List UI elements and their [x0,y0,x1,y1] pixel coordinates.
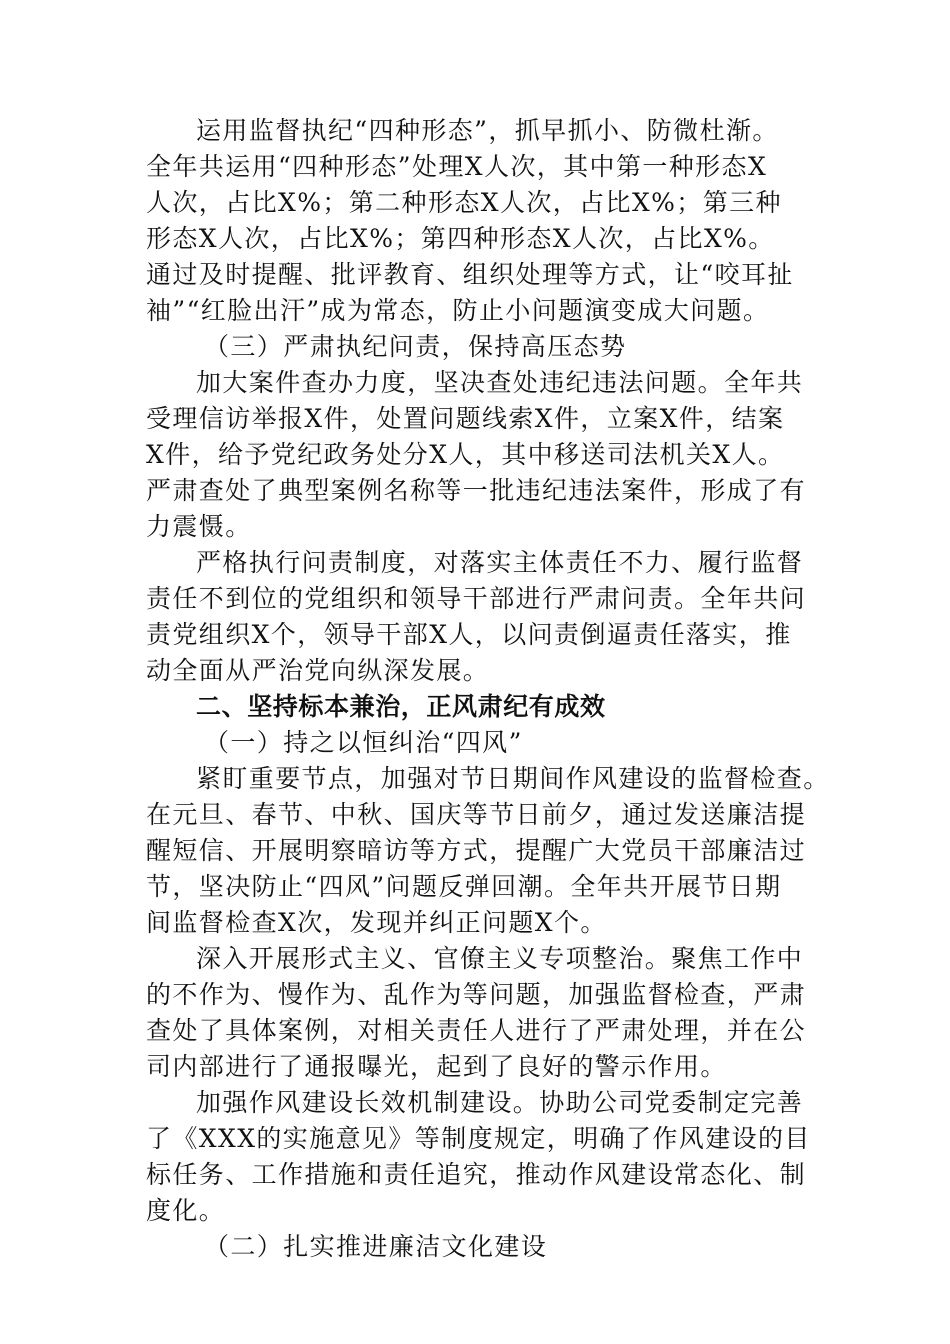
text-line: 节，坚决防止“四风”问题反弹回潮。全年共开展节日期 [146,872,782,901]
text-line: 受理信访举报X件，处置问题线索X件，立案X件，结案 [146,404,785,433]
subheading-text: （一）持之以恒纠治“四风” [204,728,523,757]
text-line: 严肃查处了典型案例名称等一批违纪违法案件，形成了有 [146,476,807,505]
text-line: 人次，占比X%；第二种形态X人次，占比X%；第三种 [146,188,782,217]
text-line: 标任务、工作措施和责任追究，推动作风建设常态化、制 [146,1160,807,1189]
text-line: 查处了具体案例，对相关责任人进行了严肃处理，并在公 [146,1016,807,1045]
subheading-strict-discipline [146,329,818,365]
text-line: 责任不到位的党组织和领导干部进行严肃问责。全年共问 [146,584,807,613]
text-line: 严格执行问责制度，对落实主体责任不力、履行监督 [196,548,804,577]
text-line: 动全面从严治党向纵深发展。 [146,656,490,685]
heading-section-two [146,689,818,725]
text-line: 在元旦、春节、中秋、国庆等节日前夕，通过发送廉洁提 [146,800,807,829]
subheading-text: （三）严肃执纪问责，保持高压态势 [204,332,627,361]
text-line: 加强作风建设长效机制建设。协助公司党委制定完善 [196,1088,804,1117]
heading-text: 二、坚持标本兼治，正风肃纪有成效 [196,692,606,721]
text-line: 加大案件查办力度，坚决查处违纪违法问题。全年共 [196,368,804,397]
text-line: 度化。 [146,1196,226,1225]
text-line: 全年共运用“四种形态”处理X人次，其中第一种形态X [146,152,768,181]
text-line: 袖”“红脸出汗”成为常态，防止小问题演变成大问题。 [146,296,770,325]
paragraph-formalism-rectification [146,941,818,1085]
text-line: 了《XXX的实施意见》等制度规定，明确了作风建设的目 [146,1124,811,1153]
paragraph-accountability [146,545,818,689]
text-line: 间监督检查X次，发现并纠正问题X个。 [146,908,607,937]
subheading-integrity-culture [146,1229,818,1265]
text-line: 紧盯重要节点，加强对节日期间作风建设的监督检查。 [196,764,830,793]
subheading-text: （二）扎实推进廉洁文化建设 [204,1232,548,1261]
text-line: X件，给予党纪政务处分X人，其中移送司法机关X人。 [146,440,785,469]
text-line: 司内部进行了通报曝光，起到了良好的警示作用。 [146,1052,727,1081]
text-line: 力震慑。 [146,512,252,541]
text-line: 深入开展形式主义、官僚主义专项整治。聚焦工作中 [196,944,804,973]
text-line: 醒短信、开展明察暗访等方式，提醒广大党员干部廉洁过 [146,836,807,865]
paragraph-holiday-supervision [146,761,830,941]
document-page [146,113,830,1265]
text-line: 形态X人次，占比X%；第四种形态X人次，占比X%。 [146,224,775,253]
text-line: 运用监督执纪“四种形态”，抓早抓小、防微杜渐。 [196,116,779,145]
paragraph-case-handling [146,365,818,545]
text-line: 责党组织X个，领导干部X人，以问责倒逼责任落实，推 [146,620,792,649]
text-line: 通过及时提醒、批评教育、组织处理等方式，让“咬耳扯 [146,260,794,289]
paragraph-four-forms [146,113,818,329]
paragraph-long-term-mechanism [146,1085,818,1229]
subheading-four-winds [146,725,818,761]
text-line: 的不作为、慢作为、乱作为等问题，加强监督检查，严肃 [146,980,807,1009]
